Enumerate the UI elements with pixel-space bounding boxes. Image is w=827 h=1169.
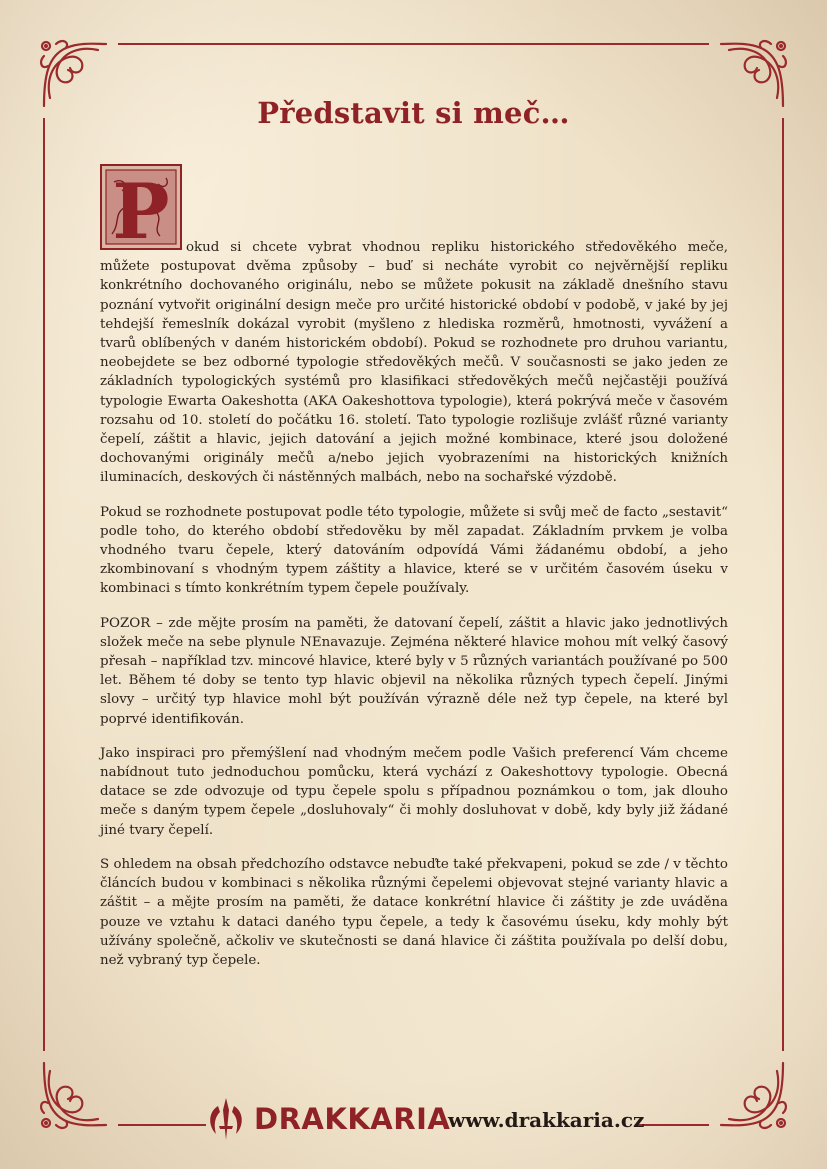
frame-bottom-line <box>118 1124 206 1126</box>
frame-left-line <box>43 118 45 1051</box>
paragraph-3: POZOR – zde mějte prosím na paměti, že datovaní čepelí, záštit a hlavic jako jednotlivých složek meče na sebe plynule NEnavazuje. Zejména některé hlavice mohou mít velký časový přesah – například tzv. mincové hlavice, které byly v 5 různých variantách používané po 500 let. Během té doby se tento typ hlavic objevil na několika různých typech čepelí. Jinými slovy – určitý typ hlavice mohl být používán výrazně déle než typ čepele, na které byl poprvé identifikován. <box>100 615 728 727</box>
frame-top-line <box>118 43 709 45</box>
illuminated-letter-icon <box>100 164 182 250</box>
corner-ornament-bottom-right <box>715 1057 791 1133</box>
paragraph-2: Pokud se rozhodnete postupovat podle této typologie, můžete si svůj meč de facto „sestavit“ podle toho, do kterého období středověku by měl zapadat. Základním prvkem je volba vhodného tvaru čepele, který datováním odpovídá Vámi žádanému období, a jeho zkombinovaní s vhodným typem záštity a hlavice, které se v určitém časovém úseku v kombinaci s tímto konkrétním typem čepele používaly. <box>100 504 728 597</box>
article-body <box>100 164 728 985</box>
paragraph-4: Jako inspiraci pro přemýšlení nad vhodným mečem podle Vašich preferencí Vám chceme nabídnout tuto jednoduchou pomůcku, která vychází z Oakeshottovy typologie. Obecná datace se zde odvozuje od typu čepele spolu s případnou poznámkou o tom, jak dlouho meče s daným typem čepele „dosluhovaly“ či mohly dosluhovat v době, kdy byly již žádané jiné tvary čepelí. <box>100 745 728 838</box>
ornament-icon <box>36 1057 112 1133</box>
paragraph-1: okud si chcete vybrat vhodnou repliku historického středověkého meče, můžete postupovat dvěma způsoby – buď si necháte vyrobit co nejvěrnější repliku konkrétního dochovaného originálu, nebo se můžete pokusit na základě dnešního stavu poznání vytvořit originální design meče pro určité historické období v podobě, v jaké by jej tehdejší řemeslník dokázal vyrobit (myšleno z hlediska rozměrů, hmotnosti, vyvážení a tvarů oblíbených v daném historickém období). Pokud se rozhodnete pro druhou variantu, neobejdete se bez odborné typologie středověkých mečů. V současnosti se jako jeden ze základních typologických systémů pro klasifikaci středověkých mečů nejčastěji používá typologie Ewarta Oakeshotta (AKA Oakeshottova typologie), která pokrývá meče v časovém rozsahu od 10. století do počátku 16. století. Tato typologie rozlišuje zvlášť různé varianty čepelí, záštit a hlavic, jejich datování a jejich možné kombinace, které jsou doložené dochovanými originály mečů a/nebo jejich vyobrazeními na historických knižních iluminacích, deskových či nástěnných malbách, nebo na sochařské výzdobě. <box>100 240 728 486</box>
website-link[interactable]: www.drakkaria.cz <box>448 1108 645 1132</box>
brand-name: DRAKKARIA <box>254 1102 451 1136</box>
corner-ornament-bottom-left <box>36 1057 112 1133</box>
drop-cap-initial <box>100 164 182 250</box>
dragon-emblem-icon <box>206 1096 246 1142</box>
drop-cap-letter: P <box>112 167 170 250</box>
frame-bottom-line-right <box>635 1124 709 1126</box>
page-title: Představit si meč… <box>257 96 570 130</box>
paragraph-5: S ohledem na obsah předchozího odstavce nebuďte také překvapeni, pokud se zde / v těchto článcích budou v kombinaci s několika různými čepelemi objevovat stejné varianty hlavic a záštit – a mějte prosím na paměti, že datace konkrétní hlavice či záštity je zde uváděna pouze ve vztahu k dataci daného typu čepele, a tedy k časovému úseku, kdy mohly být užívány společně, ačkoliv ve skutečnosti se daná hlavice či záštita používala po delší dobu, než vybraný typ čepele. <box>100 856 728 968</box>
brand-logo[interactable] <box>206 1096 450 1142</box>
ornament-icon <box>715 1057 791 1133</box>
frame-right-line <box>782 118 784 1051</box>
